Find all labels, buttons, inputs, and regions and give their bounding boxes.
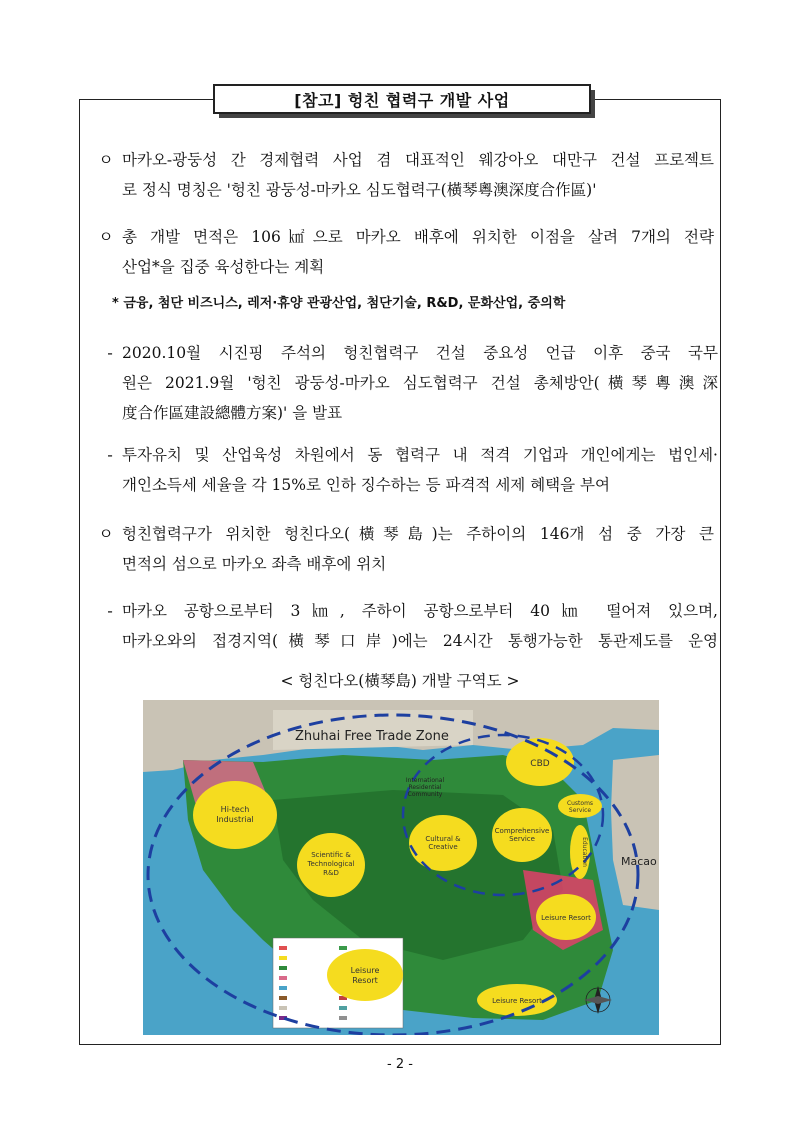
label-customs-1: Customs <box>566 800 594 807</box>
bullet-1-line-1: 마카오-광둥성 간 경제협력 사업 겸 대표적인 웨강아오 대만구 건설 프로젝트 <box>122 151 714 169</box>
label-hitech-1: Hi-tech <box>220 805 250 814</box>
footnote: * 금융, 첨단 비즈니스, 레저·휴양 관광산업, 첨단기술, R&D, 문화산업, 중의학 <box>112 296 566 311</box>
bullet-3-line-2: 면적의 섬으로 마카오 좌측 배후에 위치 <box>122 555 387 573</box>
development-zone-map <box>143 700 659 1035</box>
label-residential-3: Community <box>407 791 443 798</box>
label-hitech-2: Industrial <box>216 815 254 824</box>
map-caption: < 헝친다오(橫琴島) 개발 구역도 > <box>280 672 520 690</box>
zone-leisure-resort-south <box>327 949 403 1001</box>
bullet-marker: ㅇ <box>98 151 114 169</box>
page-title <box>213 84 591 114</box>
macao-label: Macao <box>621 855 657 868</box>
label-cultural-1: Cultural & <box>425 835 461 843</box>
bullet-marker: ㅇ <box>98 525 114 543</box>
label-scientific-1: Scientific & <box>311 851 351 859</box>
page-number: - 2 - <box>387 1057 413 1072</box>
label-scientific-2: Technological <box>307 860 355 868</box>
bullet-3-line-1: 헝친협력구가 위치한 헝친다오(橫琴島)는 주하이의 146개 섬 중 가장 큰 <box>122 525 714 543</box>
label-customs-2: Service <box>568 807 592 814</box>
dash-2-line-1: 투자유치 및 산업육성 차원에서 동 협력구 내 적격 기업과 개인에게는 법인세· <box>122 446 718 464</box>
label-cultural-2: Creative <box>428 843 458 851</box>
dash-marker: - <box>107 344 113 362</box>
dash-1-line-1: 2020.10월 시진핑 주석의 헝친협력구 건설 중요성 언급 이후 중국 국무 <box>122 344 718 362</box>
label-leisure-east: Leisure Resort <box>541 914 591 922</box>
bullet-2-line-1: 총 개발 면적은 106㎢으로 마카오 배후에 위치한 이점을 살려 7개의 전략 <box>122 228 714 246</box>
dash-3-line-2: 마카오와의 접경지역(橫琴口岸)에는 24시간 통행가능한 통관제도를 운영 <box>122 632 718 650</box>
bullet-2-line-2: 산업*을 집중 육성한다는 계획 <box>122 258 325 276</box>
dash-marker: - <box>107 602 113 620</box>
dash-1-line-2: 원은 2021.9월 '헝친 광둥성-마카오 심도협력구 건설 총체방안(橫琴粵澳深 <box>122 374 718 392</box>
zone-label: Zhuhai Free Trade Zone <box>295 729 449 744</box>
label-scientific-3: R&D <box>323 869 339 877</box>
dash-3-line-1: 마카오 공항으로부터 3㎞, 주하이 공항으로부터 40㎞ 떨어져 있으며, <box>122 602 718 620</box>
bullet-marker: ㅇ <box>98 228 114 246</box>
dash-1-line-3: 度合作區建設總體方案)' 을 발표 <box>122 404 343 422</box>
label-residential-1: International <box>405 777 445 784</box>
label-comprehensive-1: Comprehensive <box>494 827 550 835</box>
label-education: Education <box>581 837 588 867</box>
label-leisure-south-1: Leisure <box>350 966 380 975</box>
dash-2-line-2: 개인소득세 세율을 각 15%로 인하 징수하는 등 파격적 세제 혜택을 부여 <box>122 476 610 494</box>
dash-marker: - <box>107 446 113 464</box>
page-title-text: [참고] 헝친 협력구 개발 사업 <box>294 90 510 110</box>
label-cbd: CBD <box>530 759 550 769</box>
label-leisure-southeast: Leisure Resort <box>492 997 542 1005</box>
label-leisure-south-2: Resort <box>352 976 378 985</box>
label-comprehensive-2: Service <box>509 835 535 843</box>
label-residential-2: Residential <box>408 784 442 791</box>
bullet-1-line-2: 로 정식 명칭은 '헝친 광둥성-마카오 심도협력구(橫琴粵澳深度合作區)' <box>122 181 597 199</box>
